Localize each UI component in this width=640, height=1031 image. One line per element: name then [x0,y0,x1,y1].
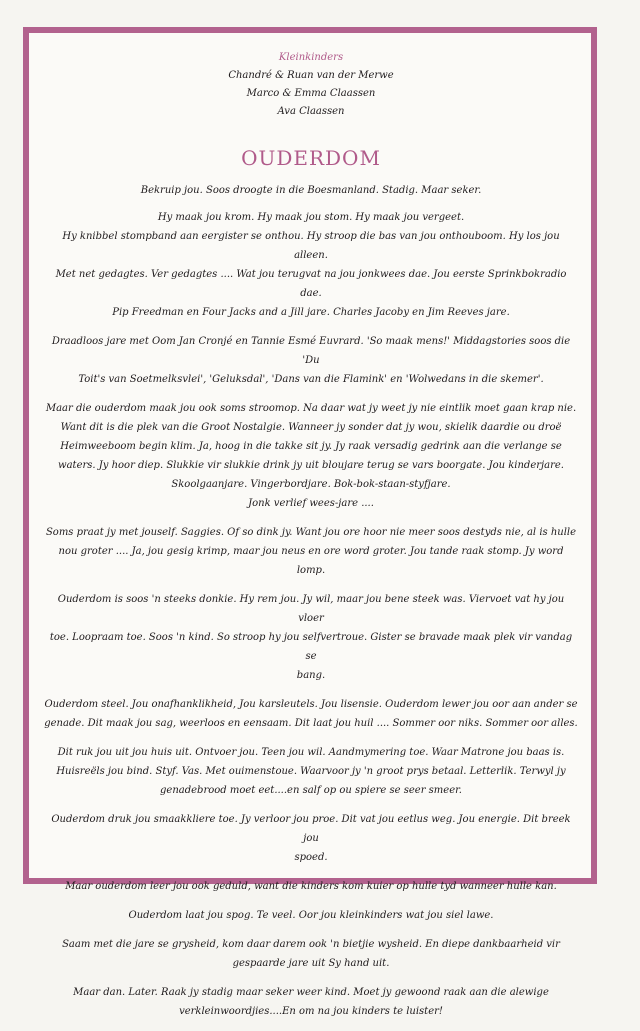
poem-line: nou groter .... Ja, jou gesig krimp, maar jou neus en ore word groter. Jou tande raak stomp. Jy word lomp. [58,546,564,576]
poem-line: Heimweeboom begin klim. Ja, hoog in die takke sit jy. Jy raak versadig gedrink aan die verlange se [60,441,562,452]
poem-paragraph [44,332,578,389]
poem-line: toe. Loopraam toe. Soos 'n kind. So stroop hy jou selfvertroue. Gister se bravade maak plek vir vandag se [49,632,573,662]
poem-line: genade. Dit maak jou sag, weerloos en eensaam. Dit laat jou huil .... Sommer oor niks. Sommer oor alles. [44,718,578,729]
poem-line: Ouderdom is soos 'n steeks donkie. Hy rem jou. Jy wil, maar jou bene steek was. Viervoet vat hy jou vloer [57,594,565,624]
poem-line: Draadloos jare met Oom Jan Cronjé en Tannie Esmé Euvrard. 'So maak mens!' Middagstories soos die 'Du [51,336,571,366]
poem-paragraph [44,181,578,200]
grandchildren-heading: Kleinkinders [278,52,344,63]
poem-paragraph [44,590,578,685]
poem-paragraph [44,695,578,733]
grandchildren-name: Ava Claassen [277,106,345,117]
poem-line: Soms praat jy met jouself. Saggies. Of so dink jy. Want jou ore hoor nie meer soos destyds nie, al is hulle [45,527,577,538]
poem-line: waters. Jy hoor diep. Slukkie vir slukkie drink jy uit bloujare terug se vars boorgate. Jou kinderjare. [58,460,564,471]
poem-line: Skoolgaanjare. Vingerbordjare. Bok-bok-staan-styfjare. [171,479,451,490]
poem-line: Pip Freedman en Four Jacks and a Jill jare. Charles Jacoby en Jim Reeves jare. [112,307,510,318]
poem-paragraph [44,743,578,800]
poem-title: OUDERDOM [241,146,381,170]
poem-line: Ouderdom steel. Jou onafhanklikheid, Jou karsleutels. Jou lisensie. Ouderdom lewer jou oor aan ander se [44,699,578,710]
poem-line: gespaarde jare uit Sy hand uit. [232,958,390,969]
poem-paragraph [44,983,578,1021]
poem-paragraph [44,399,578,513]
poem-paragraph [44,208,578,322]
poem-line: spoed. [294,852,328,863]
poem-line: Maar dan. Later. Raak jy stadig maar seker weer kind. Moet jy gewoond raak aan die alewige [73,987,549,998]
document-page [44,49,578,1031]
poem-line: Ouderdom druk jou smaakkliere toe. Jy verloor jou proe. Dit vat jou eetlus weg. Jou energie. Dit breek jou [51,814,571,844]
poem-line: Bekruip jou. Soos droogte in die Boesmanland. Stadig. Maar seker. [140,185,482,196]
poem-paragraph [44,877,578,896]
poem-line: Saam met die jare se grysheid, kom daar darem ook 'n bietjie wysheid. En diepe dankbaarheid vir [62,939,560,950]
poem-line: bang. [296,670,326,681]
poem-line: Maar ouderdom leer jou ook geduld, want die kinders kom kuier op hulle tyd wanneer hulle kan. [65,881,557,892]
poem-line: Jonk verlief wees-jare .... [248,498,374,509]
poem-line: Toit's van Soetmelksvlei', 'Geluksdal', 'Dans van die Flamink' en 'Wolwedans in die skemer'. [78,374,544,385]
grandchildren-name: Marco & Emma Claassen [246,88,376,99]
grandchildren-name: Chandré & Ruan van der Merwe [228,70,394,81]
poem-line: verkleinwoordjies....En om na jou kinders te luister! [179,1006,443,1017]
poem-line: Huisreëls jou bind. Styf. Vas. Met ouimenstoue. Waarvoor jy 'n groot prys betaal. Letterlik. Terwyl jy [56,766,566,777]
poem-line: Want dit is die plek van die Groot Nostalgie. Wanneer jy sonder dat jy wou, skielik daardie ou droë [60,422,562,433]
poem-line: Met net gedagtes. Ver gedagtes .... Wat jou terugvat na jou jonkwees dae. Jou eerste Sprinkbokradio dae. [55,269,567,299]
poem-body [44,181,578,1021]
poem-paragraph [44,935,578,973]
poem-paragraph [44,810,578,867]
poem-line: genadebrood moet eet....en salf op ou spiere se seer smeer. [160,785,462,796]
poem-line: Hy knibbel stompband aan eergister se onthou. Hy stroop die bas van jou onthouboom. Hy los jou alleen. [62,231,560,261]
poem-line: Maar die ouderdom maak jou ook soms stroomop. Na daar wat jy weet jy nie eintlik moet gaan krap nie. [45,403,577,414]
grandchildren-block [44,49,578,121]
poem-line: Ouderdom laat jou spog. Te veel. Oor jou kleinkinders wat jou siel lawe. [128,910,494,921]
poem-paragraph [44,906,578,925]
poem-line: Hy maak jou krom. Hy maak jou stom. Hy maak jou vergeet. [157,212,465,223]
poem-paragraph [44,523,578,580]
poem-line: Dit ruk jou uit jou huis uit. Ontvoer jou. Teen jou wil. Aandmymering toe. Waar Matrone jou baas is. [57,747,565,758]
